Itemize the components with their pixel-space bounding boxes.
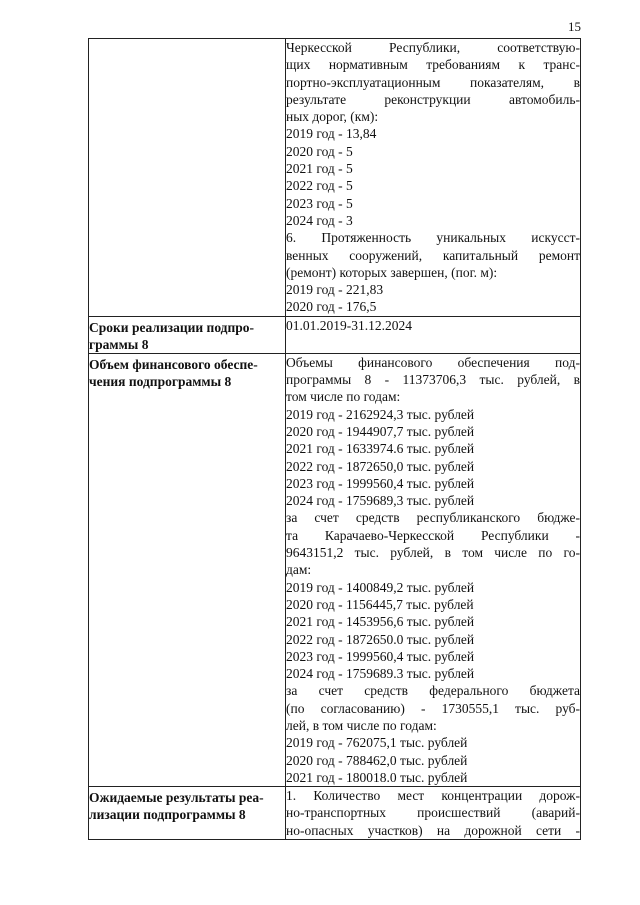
text-line: 2019 год - 221,83 [286, 282, 384, 298]
row-label-cell [89, 353, 286, 786]
text-line: портно-эксплуатационным показателям, в [286, 74, 580, 90]
text-line: 6. Протяженность уникальных искусст- [286, 230, 580, 246]
text-line: 2022 год - 1872650.0 тыс. рублей [286, 631, 475, 647]
text-line: лей, в том числе по годам: [286, 717, 437, 733]
row-label: граммы 8 [89, 336, 149, 352]
text-line: 2019 год - 1400849,2 тыс. рублей [286, 579, 475, 595]
text-line: 2019 год - 13,84 [286, 126, 377, 142]
text-line: 9643151,2 тыс. рублей, в том числе по го- [286, 545, 580, 561]
row-label: Ожидаемые результаты реа- [89, 790, 264, 806]
text-line: 2024 год - 1759689,3 тыс. рублей [286, 493, 475, 509]
text-line: за счет средств федерального бюджета [286, 683, 580, 699]
text-line: 2020 год - 5 [286, 143, 353, 159]
text-line: 2023 год - 5 [286, 195, 353, 211]
text-line: но-транспортных происшествий (аварий- [286, 805, 580, 821]
row-label-cell [89, 316, 286, 353]
row-label: Сроки реализации подпро- [89, 319, 255, 335]
passport-table [88, 38, 581, 840]
row-value-cell [286, 353, 581, 786]
text-line: 2020 год - 176,5 [286, 299, 377, 315]
text-line: 2023 год - 1999560,4 тыс. рублей [286, 475, 475, 491]
text-line: 01.01.2019-31.12.2024 [286, 317, 412, 333]
table-row [89, 353, 581, 786]
text-line: 2024 год - 1759689.3 тыс. рублей [286, 666, 475, 682]
text-line: 2019 год - 2162924,3 тыс. рублей [286, 406, 475, 422]
text-line: Объемы финансового обеспечения под- [286, 354, 580, 370]
row-value-cell [286, 787, 581, 840]
text-line: том числе по годам: [286, 389, 401, 405]
text-line: 2019 год - 762075,1 тыс. рублей [286, 735, 468, 751]
table-row [89, 39, 581, 317]
row-label-cell [89, 787, 286, 840]
row-label: чения подпрограммы 8 [89, 373, 232, 389]
text-line: дам: [286, 562, 312, 578]
text-line: 2021 год - 180018.0 тыс. рублей [286, 769, 468, 785]
text-line: результате реконструкции автомобиль- [286, 91, 580, 107]
text-line: 2020 год - 788462,0 тыс. рублей [286, 752, 468, 768]
text-line: та Карачаево-Черкесской Республики - [286, 527, 580, 543]
text-line: программы 8 - 11373706,3 тыс. рублей, в [286, 372, 580, 388]
text-line: щих нормативным требованиям к транс- [286, 57, 580, 73]
table-row [89, 787, 581, 840]
text-line: 2021 год - 1633974.6 тыс. рублей [286, 441, 475, 457]
text-line: венных сооружений, капитальный ремонт [286, 247, 580, 263]
text-line: 2023 год - 1999560,4 тыс. рублей [286, 648, 475, 664]
text-line: 2022 год - 5 [286, 178, 353, 194]
text-line: но-опасных участков) на дорожной сети - [286, 822, 580, 838]
text-line: 2021 год - 1453956,6 тыс. рублей [286, 614, 475, 630]
text-line: за счет средств республиканского бюдже- [286, 510, 580, 526]
text-line: 2021 год - 5 [286, 161, 353, 177]
text-line: 2024 год - 3 [286, 212, 353, 228]
table-row [89, 316, 581, 353]
text-line: 1. Количество мест концентрации дорож- [286, 788, 580, 804]
text-line: 2022 год - 1872650,0 тыс. рублей [286, 458, 475, 474]
row-label: Объем финансового обеспе- [89, 356, 258, 372]
row-label-cell [89, 39, 286, 317]
text-line: (ремонт) которых завершен, (пог. м): [286, 264, 498, 280]
text-line: (по согласованию) - 1730555,1 тыс. руб- [286, 700, 580, 716]
row-label: лизации подпрограммы 8 [89, 807, 246, 823]
row-value-cell [286, 316, 581, 353]
text-line: ных дорог, (км): [286, 109, 379, 125]
text-line: 2020 год - 1944907,7 тыс. рублей [286, 423, 475, 439]
row-value-cell [286, 39, 581, 317]
text-line: 2020 год - 1156445,7 тыс. рублей [286, 596, 474, 612]
page-number: 15 [568, 19, 581, 34]
text-line: Черкесской Республики, соответствую- [286, 40, 580, 55]
